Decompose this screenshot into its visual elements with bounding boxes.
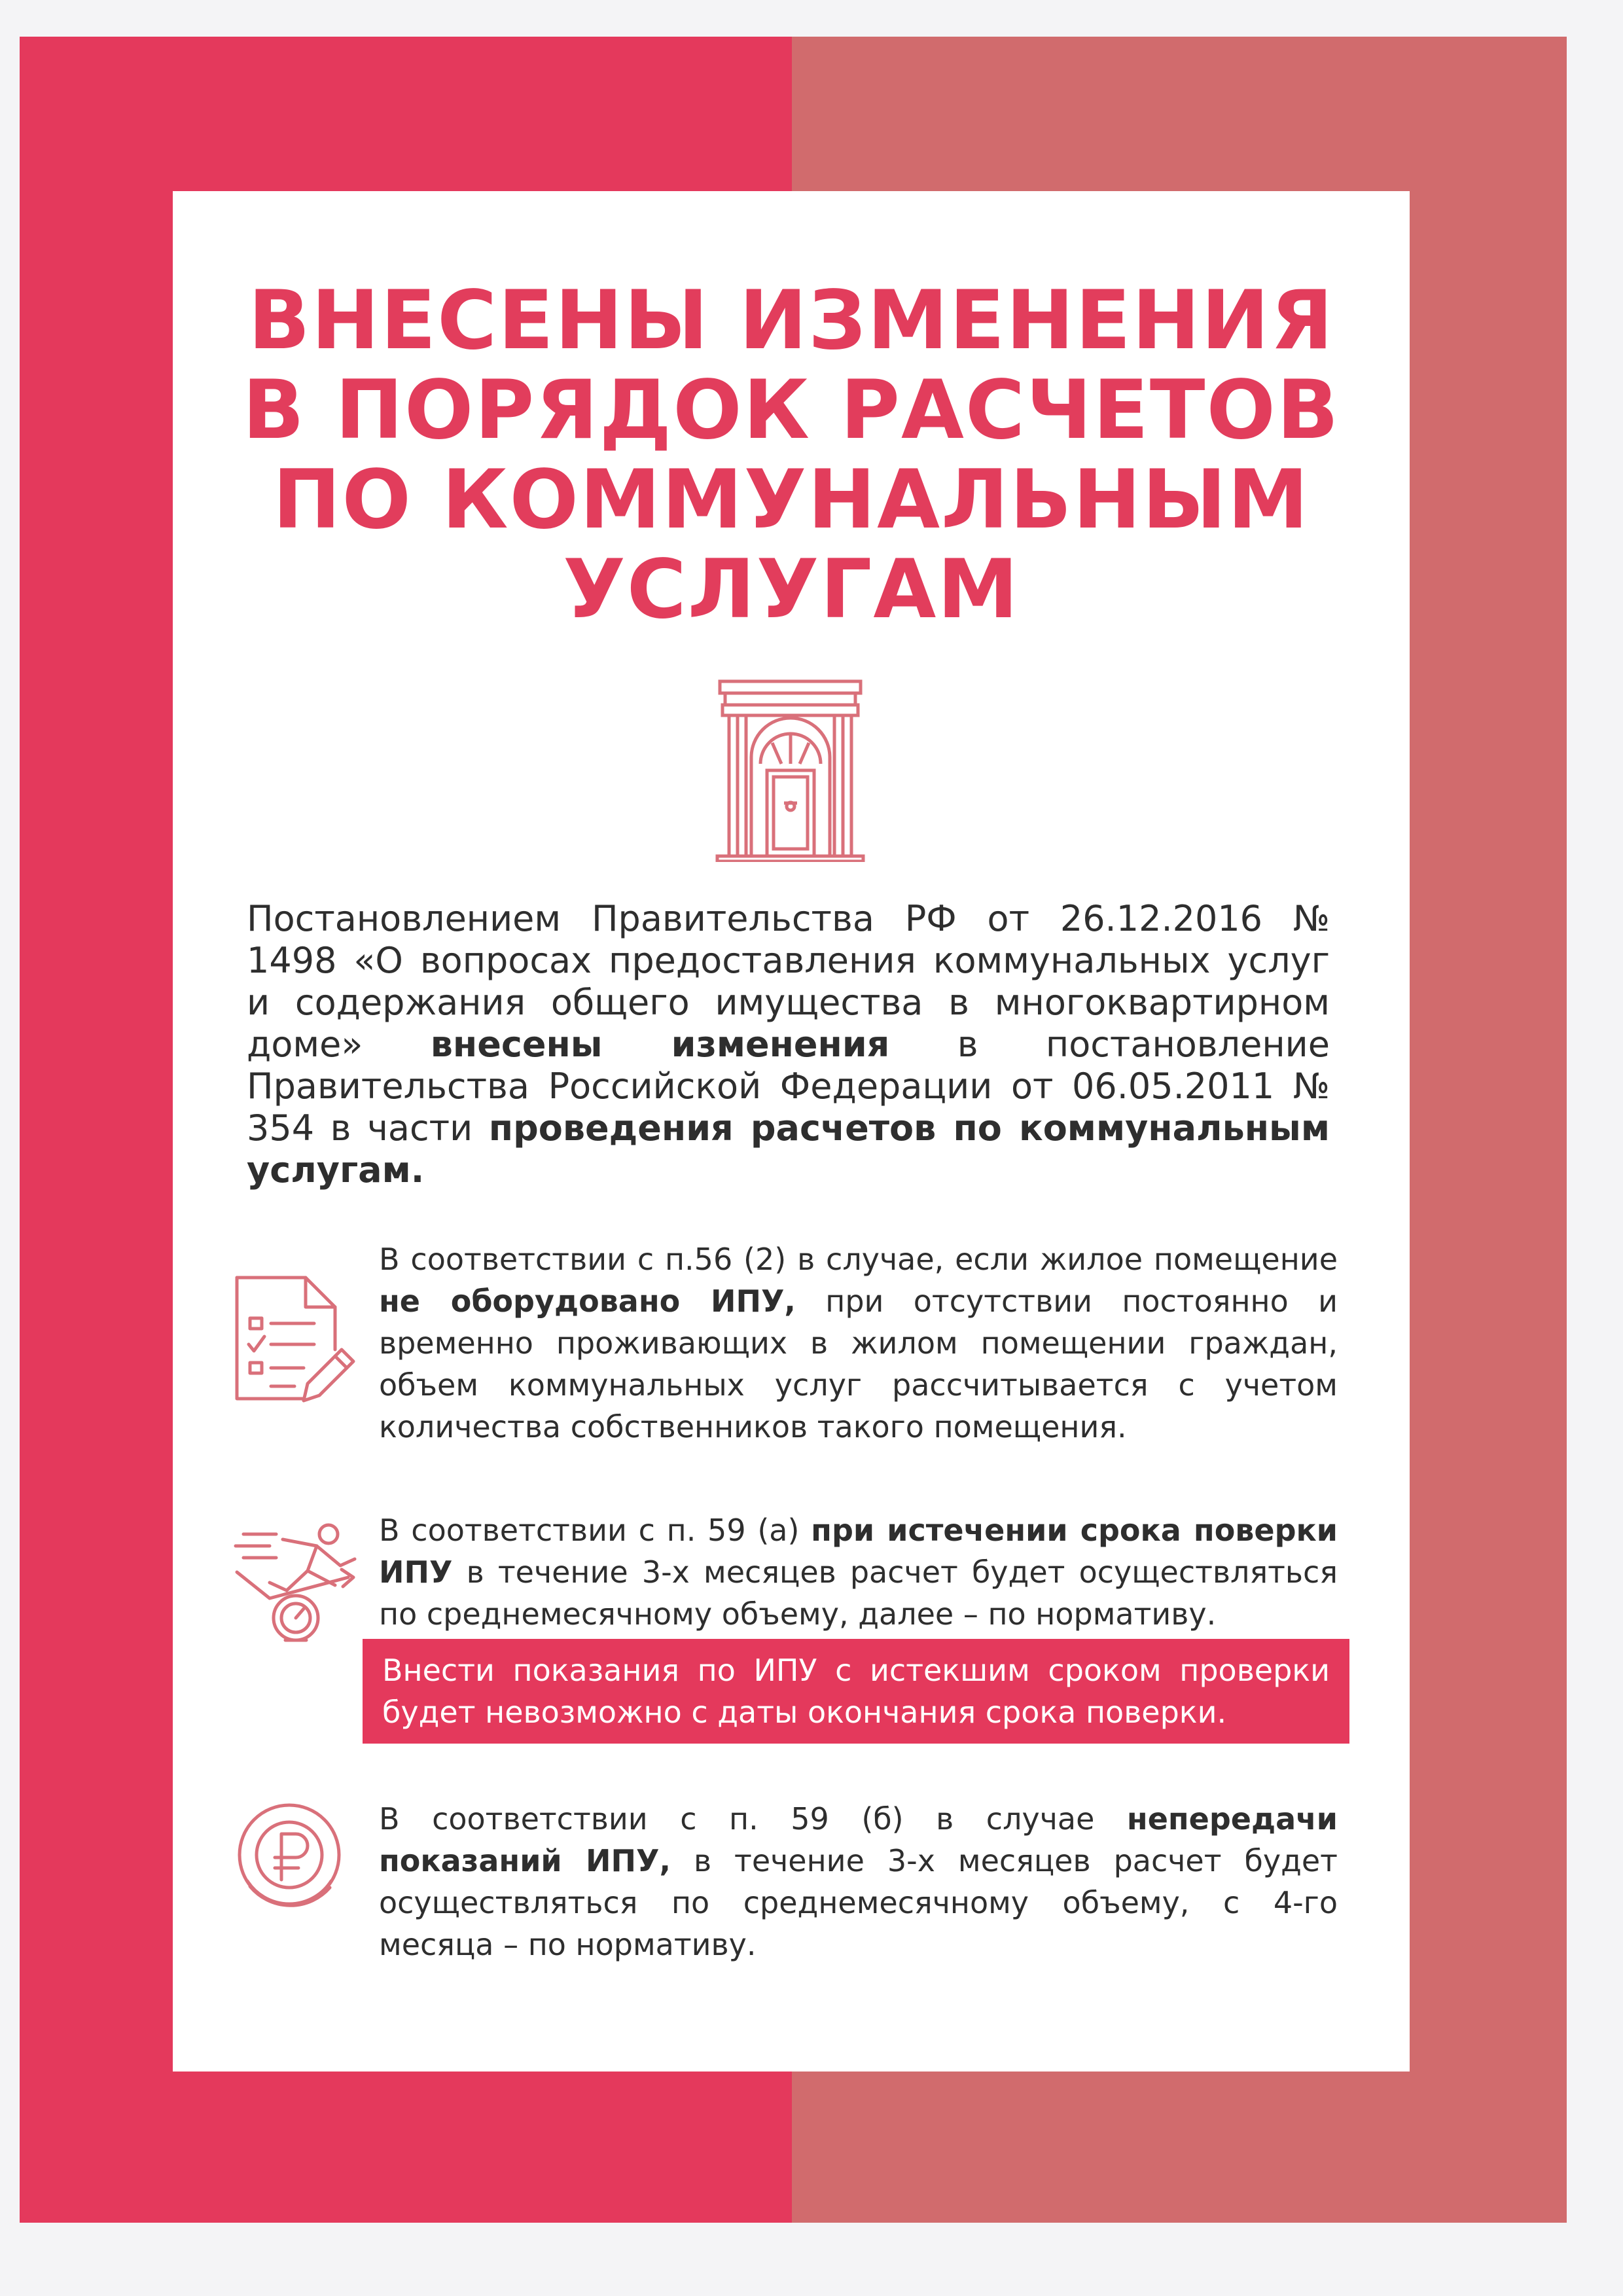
item-2-text-b: в течение 3-х месяцев расчет будет осуществляться по среднемесячному объему, далее – по нормативу. bbox=[379, 1554, 1338, 1632]
item-1-text bbox=[379, 1238, 1338, 1448]
intro-bold-2: проведения расчетов по коммунальным услугам. bbox=[247, 1107, 1330, 1191]
poster-card bbox=[173, 191, 1410, 2072]
intro-bold-1: внесены изменения bbox=[430, 1024, 890, 1065]
title-line-2: В ПОРЯДОК РАСЧЕТОВ bbox=[242, 363, 1340, 457]
item-2-bold: при истечении срока поверки ИПУ bbox=[379, 1513, 1338, 1590]
intro-paragraph bbox=[247, 898, 1330, 1191]
intro-text-2: в постановление Правительства Российской Федерации от 06.05.2011 № 354 в части bbox=[247, 1024, 1330, 1149]
item-2-text bbox=[379, 1509, 1338, 1635]
poster-title bbox=[173, 276, 1410, 635]
item-1-bold: не оборудовано ИПУ, bbox=[379, 1283, 796, 1319]
item-1-text-a: В соответствии с п.56 (2) в случае, если жилое помещение bbox=[379, 1242, 1338, 1277]
title-line-4: УСЛУГАМ bbox=[563, 543, 1020, 637]
title-line-1: ВНЕСЕНЫ ИЗМЕНЕНИЯ bbox=[248, 274, 1334, 368]
item-1-text-b: при отсутствии постоянно и временно проживающих в жилом помещении граждан, объем коммунальных услуг рассчитывается с учетом количества собственников такого помещения. bbox=[379, 1283, 1338, 1444]
notice-banner: Внести показания по ИПУ с истекшим сроком проверки будет невозможно с даты окончания срока поверки. bbox=[363, 1639, 1349, 1744]
building-entrance-icon bbox=[713, 679, 867, 862]
title-line-3: ПО КОММУНАЛЬНЫМ bbox=[272, 453, 1310, 547]
item-3-bold: непередачи показаний ИПУ, bbox=[379, 1801, 1338, 1878]
ruble-coin-icon bbox=[233, 1800, 351, 1918]
item-3-text-a: В соответствии с п. 59 (б) в случае bbox=[379, 1801, 1127, 1837]
item-3-text-b: в течение 3-х месяцев расчет будет осуществляться по среднемесячному объему, с 4-го месяца – по нормативу. bbox=[379, 1843, 1338, 1962]
checklist-icon bbox=[230, 1271, 358, 1405]
running-meter-icon bbox=[230, 1520, 361, 1644]
intro-text-1: Постановлением Правительства РФ от 26.12.2016 № 1498 «О вопросах предоставления коммунальных услуг и содержания общего имущества в многоквартирном доме» bbox=[247, 898, 1330, 1065]
item-2-text-a: В соответствии с п. 59 (а) bbox=[379, 1513, 812, 1548]
item-3-text bbox=[379, 1798, 1338, 1965]
